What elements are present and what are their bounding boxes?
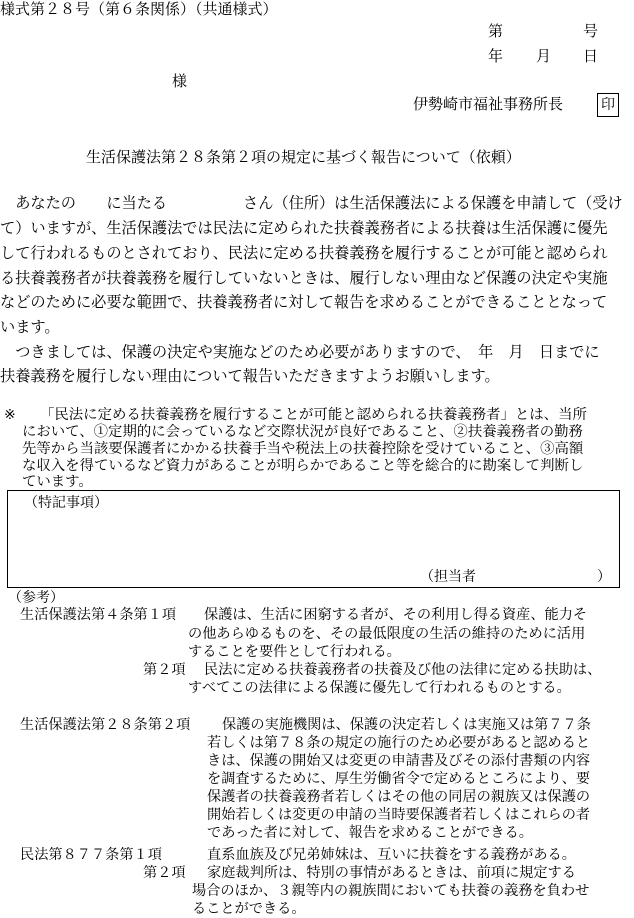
staff-close: ）	[597, 569, 611, 585]
note-line: 先等から当該要保護者にかかる扶養手当や税法上の扶養控除を受けていること、③高額	[22, 441, 584, 457]
date-month: 月	[536, 47, 552, 65]
reference-law: 第２項	[143, 662, 186, 678]
remarks-label: （特記事項）	[24, 495, 108, 511]
note-line: 「民法に定める扶養義務を履行することが可能と認められる扶養義務者」とは、当所	[40, 407, 587, 423]
reference-text: 場合のほか、３親等内の親族間においても扶養の義務を負わせ	[192, 883, 590, 899]
recipient-suffix: 様	[172, 72, 188, 90]
reference-text: 家庭裁判所は、特別の事情があるときは、前項に規定する	[207, 865, 576, 881]
reference-text: であった者に対して、報告を求めることができる。	[207, 825, 533, 841]
staff-label: （担当者	[420, 569, 476, 585]
reference-law: 生活保護法第４条第１項	[20, 607, 177, 623]
body-line: います。	[0, 318, 60, 336]
body-line: して行われるものとされており、民法に定める扶養義務を履行することが可能と認められ	[0, 244, 608, 262]
note-line: ています。	[22, 474, 93, 490]
reference-text: 若しくは第７８条の規定の施行のため必要があると認めると	[207, 735, 591, 751]
reference-text: 保護は、生活に困窮する者が、その利用し得る資産、能力そ	[204, 607, 588, 623]
body-line: などのために必要な範囲で、扶養義務者に対して報告を求めることができることとなって	[0, 293, 608, 311]
reference-text: することを要件として行われる。	[188, 644, 401, 660]
doc-number-prefix: 第	[488, 22, 504, 40]
body-line: つきましては、保護の決定や実施などのため必要がありますので、 年 月 日までに	[0, 343, 600, 361]
reference-law: 生活保護法第２８条第２項	[20, 717, 191, 733]
body-line: て）いますが、生活保護法では民法に定められた扶養義務者による扶養は生活保護に優先	[0, 219, 608, 237]
reference-text: 開始若しくは変更の申請の当時要保護者若しくはこれらの者	[207, 807, 591, 823]
reference-text: すべてこの法律による保護に優先して行われるものとする。	[188, 680, 571, 696]
note-line: な収入を得ているなど資力があることが明らかであること等を総合的に勘案して判断し	[22, 458, 584, 474]
reference-heading: （参考）	[8, 590, 64, 606]
reference-text: 直系血族及び兄弟姉妹は、互いに扶養をする義務がある。	[207, 847, 576, 863]
reference-text: を調査するために、厚生労働省令で定めるところにより、要	[207, 771, 591, 787]
reference-text: 民法に定める扶養義務者の扶養及び他の法律に定める扶助は、	[204, 662, 602, 678]
reference-text: 保護者の扶養義務者若しくはその他の同居の親族又は保護の	[207, 789, 591, 805]
reference-text: ることができる。	[192, 901, 306, 917]
reference-text: の他あらゆるものを、その最低限度の生活の維持のために活用	[188, 626, 586, 642]
reference-law: 第２項	[143, 865, 186, 881]
reference-text: 保護の実施機関は、保護の決定若しくは実施又は第７７条	[222, 717, 591, 733]
form-number: 様式第２８号（第６条関係）（共通様式）	[0, 0, 278, 18]
reference-law: 民法第８７７条第１項	[20, 847, 162, 863]
note-line: において、①定期的に会っているなど交際状況が良好であること、②扶養義務者の勤務	[22, 424, 583, 440]
body-line: あなたの に当たる さん（住所）は生活保護法による保護を申請して（受け	[0, 194, 623, 212]
seal-mark: 印	[597, 93, 619, 117]
date-day: 日	[583, 47, 599, 65]
doc-number-suffix: 号	[583, 22, 599, 40]
note-mark: ※	[4, 407, 16, 423]
document-title: 生活保護法第２８条第２項の規定に基づく報告について（依頼）	[86, 148, 521, 166]
sender-name: 伊勢崎市福祉事務所長	[413, 95, 564, 113]
body-line: 扶養義務を履行しない理由について報告いただきますようお願いします。	[0, 367, 500, 385]
reference-text: きは、保護の開始又は変更の申請書及びその添付書類の内容	[207, 753, 591, 769]
body-line: る扶養義務者が扶養義務を履行していないときは、履行しない理由など保護の決定や実施	[0, 269, 608, 287]
date-year: 年	[488, 47, 504, 65]
